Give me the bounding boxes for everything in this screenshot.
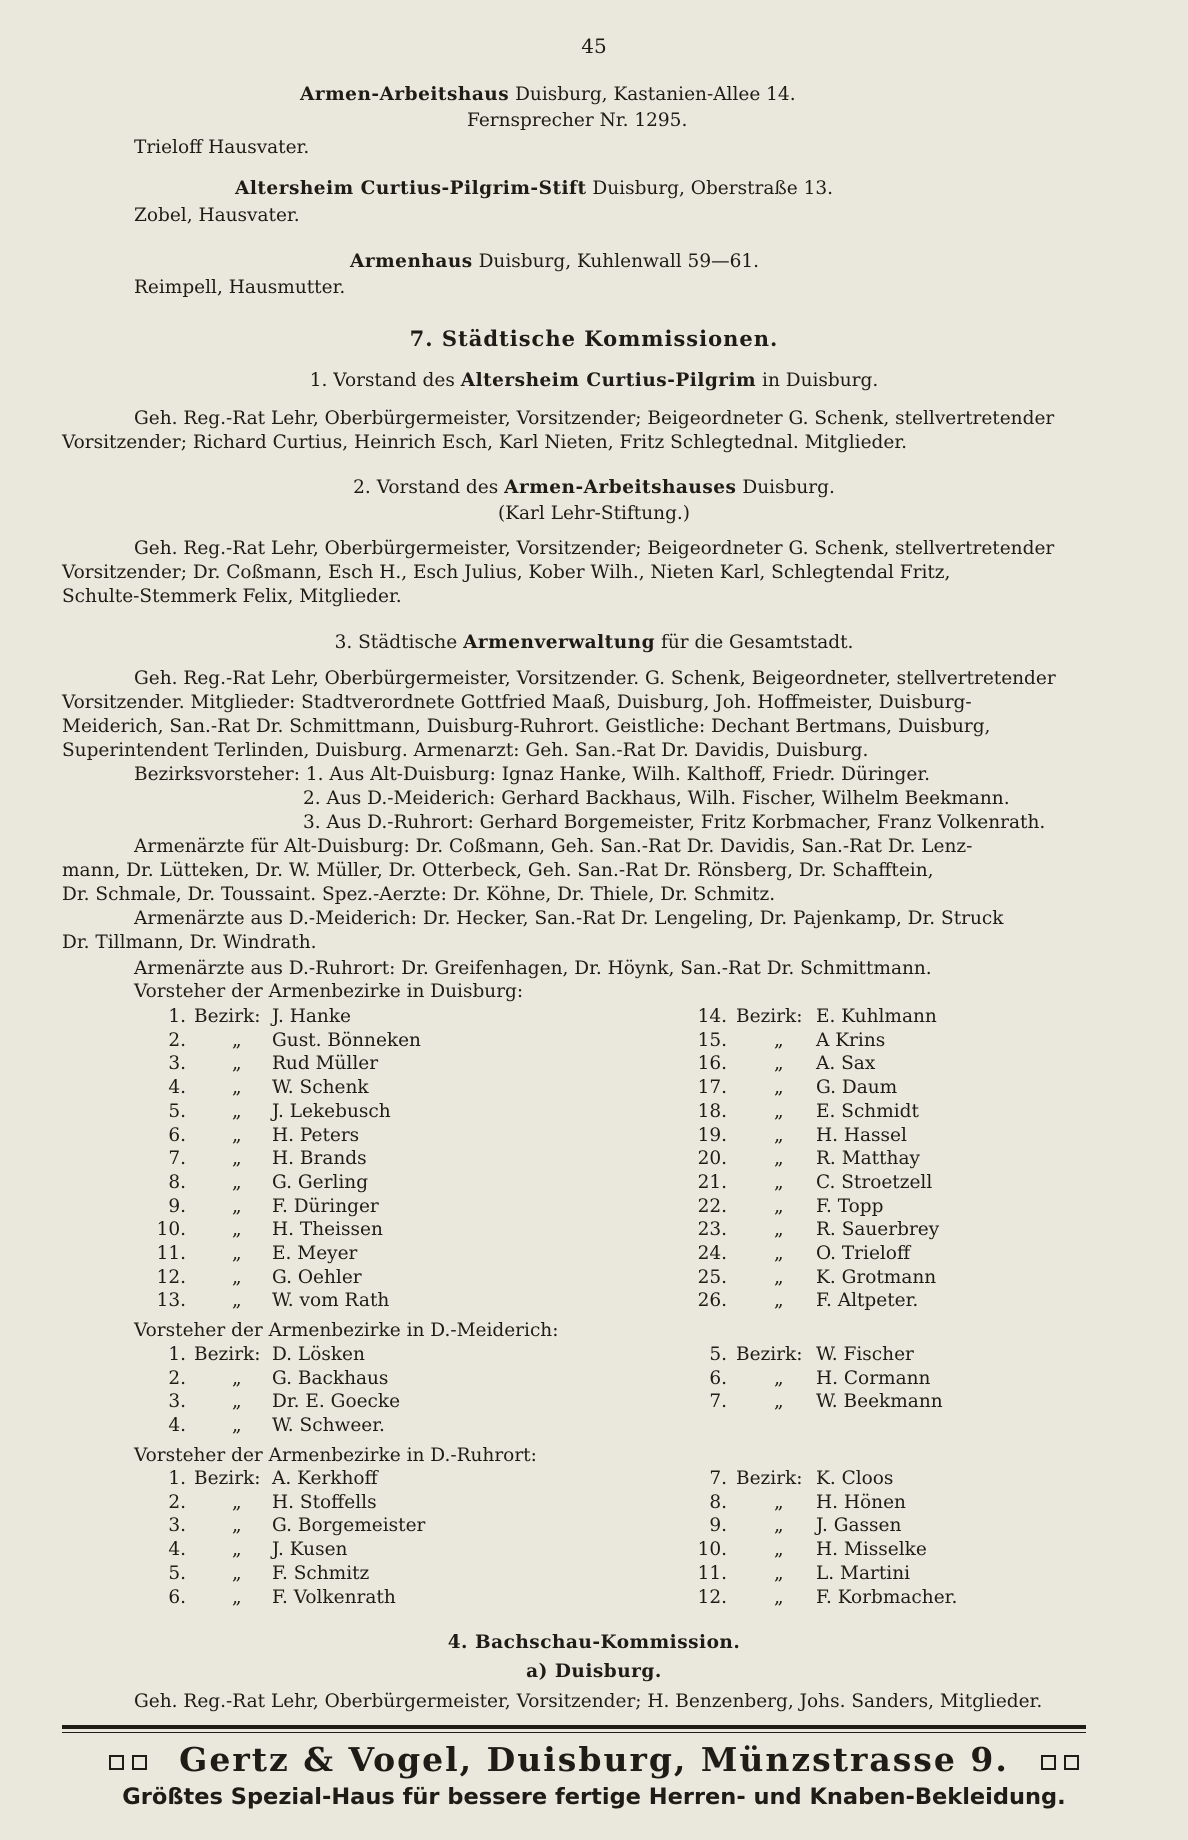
list-item-number: 12. xyxy=(697,1586,727,1608)
list-item-name: E. Meyer xyxy=(272,1243,358,1264)
sub3-line-1: Geh. Reg.-Rat Lehr, Oberbürgermeister, Vorsitzender. G. Schenk, Beigeordneter, stellvertretender xyxy=(134,668,1056,689)
list-item-bezirk: „ xyxy=(232,1124,242,1146)
sub1-bold: Altersheim Curtius-Pilgrim xyxy=(460,370,757,391)
sub1-line-1: Geh. Reg.-Rat Lehr, Oberbürgermeister, Vorsitzender; Beigeordneter G. Schenk, stellvertretender xyxy=(134,408,1055,429)
armenhaus-line xyxy=(350,251,759,273)
sub2-bold: Armen-Arbeitshauses xyxy=(504,477,737,498)
sub2-line-1: Geh. Reg.-Rat Lehr, Oberbürgermeister, Vorsitzender; Beigeordneter G. Schenk, stellvertretender xyxy=(134,538,1055,559)
list-item-name: O. Trieloff xyxy=(816,1243,911,1264)
list-item-bezirk: „ xyxy=(774,1266,784,1288)
sub3-line-4: Superintendent Terlinden, Duisburg. Armenarzt: Geh. San.-Rat Dr. Davidis, Duisburg. xyxy=(62,740,869,761)
list-item-bezirk: „ xyxy=(774,1391,784,1413)
sub2-note: (Karl Lehr-Stiftung.) xyxy=(497,503,691,524)
list-item-number: 12. xyxy=(156,1266,186,1288)
square-ornament-icon xyxy=(132,1755,147,1770)
list-item-number: 15. xyxy=(697,1029,727,1051)
list-item-name: H. Stoffells xyxy=(272,1491,377,1513)
list-item-name: W. Schweer. xyxy=(272,1415,385,1437)
list-item-name: Gust. Bönneken xyxy=(272,1029,421,1051)
square-ornament-icon xyxy=(109,1755,124,1770)
list-item-bezirk: „ xyxy=(774,1219,784,1241)
armenhaus-staff: Reimpell, Hausmutter. xyxy=(134,277,346,298)
aerzte-alt-line-2: mann, Dr. Lütteken, Dr. W. Müller, Dr. Otterbeck, Geh. San.-Rat Dr. Rönsberg, Dr. Schafftein, xyxy=(62,860,934,881)
list-item-number: 9. xyxy=(168,1195,186,1217)
sub1-heading xyxy=(0,370,1188,392)
armen-arbeitshaus-phone: Fernsprecher Nr. 1295. xyxy=(467,110,688,131)
list-item-number: 1. xyxy=(168,1468,186,1489)
list-item-number: 23. xyxy=(697,1219,727,1241)
list-item-number: 4. xyxy=(168,1415,186,1437)
list-item-bezirk: Bezirk: xyxy=(736,1468,803,1489)
list-item-bezirk: „ xyxy=(774,1586,784,1608)
list-item-bezirk: „ xyxy=(232,1171,242,1193)
list-item-number: 19. xyxy=(697,1124,727,1146)
list-item-bezirk: „ xyxy=(232,1586,242,1608)
list-item-bezirk: „ xyxy=(232,1562,242,1584)
list-item-bezirk: „ xyxy=(774,1562,784,1584)
list-item-name: E. Schmidt xyxy=(816,1100,919,1122)
list-item-name: F. Düringer xyxy=(272,1195,379,1217)
list-item-name: F. Schmitz xyxy=(272,1562,370,1584)
list-item-bezirk: „ xyxy=(774,1539,784,1561)
vorsteher-meiderich-heading: Vorsteher der Armenbezirke in D.-Meiderich: xyxy=(134,1320,559,1341)
list-item-bezirk: Bezirk: xyxy=(736,1344,803,1365)
sub3-pre: 3. Städtische xyxy=(334,632,458,653)
list-item-number: 6. xyxy=(168,1586,186,1608)
list-item-name: H. Cormann xyxy=(816,1367,931,1389)
list-item-name: H. Brands xyxy=(272,1148,367,1170)
list-item-name: A. Sax xyxy=(816,1053,876,1075)
list-item-bezirk: Bezirk: xyxy=(194,1468,261,1489)
sub3-bold: Armenverwaltung xyxy=(463,632,656,653)
list-item-name: Dr. E. Goecke xyxy=(272,1391,401,1413)
list-item-name: J. Hanke xyxy=(272,1006,351,1027)
list-item-number: 21. xyxy=(697,1171,727,1193)
list-item-bezirk: „ xyxy=(232,1148,242,1170)
aerzte-alt-line-1: Armenärzte für Alt-Duisburg: Dr. Coßmann, Geh. San.-Rat Dr. Davidis, San.-Rat Dr. Lenz- xyxy=(134,836,973,857)
list-item-bezirk: „ xyxy=(232,1195,242,1217)
list-item-name: J. Gassen xyxy=(816,1515,902,1537)
list-item-number: 13. xyxy=(156,1290,186,1312)
sub2-heading xyxy=(0,477,1188,499)
armen-arbeitshaus-staff: Trieloff Hausvater. xyxy=(134,137,310,158)
list-item-bezirk: „ xyxy=(232,1491,242,1513)
list-item-number: 8. xyxy=(709,1491,727,1513)
sub2-line-2: Vorsitzender; Dr. Coßmann, Esch H., Esch Julius, Kober Wilh., Nieten Karl, Schlegtendal Fritz, xyxy=(62,562,951,583)
list-item-bezirk: „ xyxy=(774,1515,784,1537)
section7-heading: 7. Städtische Kommissionen. xyxy=(409,326,779,351)
list-item-bezirk: „ xyxy=(232,1266,242,1288)
list-item-name: G. Backhaus xyxy=(272,1367,389,1389)
vorsteher-duisburg-heading: Vorsteher der Armenbezirke in Duisburg: xyxy=(134,981,524,1002)
list-item-name: F. Altpeter. xyxy=(816,1290,919,1312)
list-item-bezirk: „ xyxy=(774,1077,784,1099)
list-item-name: C. Stroetzell xyxy=(816,1171,933,1193)
armenhaus-address: Duisburg, Kuhlenwall 59—61. xyxy=(478,251,760,272)
list-item-number: 3. xyxy=(168,1391,186,1413)
list-item-name: A Krins xyxy=(816,1029,886,1051)
list-item-bezirk: „ xyxy=(774,1053,784,1075)
aerzte-alt-line-3: Dr. Schmale, Dr. Toussaint. Spez.-Aerzte: Dr. Köhne, Dr. Thiele, Dr. Schmitz. xyxy=(62,884,776,905)
armenhaus-title: Armenhaus xyxy=(350,251,473,272)
list-item-number: 5. xyxy=(709,1344,727,1365)
list-item-bezirk: „ xyxy=(774,1290,784,1312)
list-item-bezirk: Bezirk: xyxy=(194,1344,261,1365)
sub1-pre: 1. Vorstand des xyxy=(309,370,455,391)
list-item-name: E. Kuhlmann xyxy=(816,1006,937,1027)
list-item-name: F. Topp xyxy=(816,1195,884,1217)
list-item-bezirk: „ xyxy=(232,1539,242,1561)
advert-line-2: Größtes Spezial-Haus für bessere fertige Herren- und Knaben-Bekleidung. xyxy=(122,1784,1066,1810)
list-item-bezirk: „ xyxy=(232,1415,242,1437)
list-item-bezirk: „ xyxy=(774,1367,784,1389)
list-item-number: 4. xyxy=(168,1077,186,1099)
advert-company: Gertz & Vogel, Duisburg, Münzstrasse 9. xyxy=(179,1740,1009,1779)
list-item-bezirk: „ xyxy=(232,1053,242,1075)
altersheim-title: Altersheim Curtius-Pilgrim-Stift xyxy=(235,178,587,199)
list-item-bezirk: „ xyxy=(774,1171,784,1193)
list-item-bezirk: „ xyxy=(232,1029,242,1051)
square-ornament-icon xyxy=(1041,1755,1056,1770)
list-item-name: J. Kusen xyxy=(272,1539,348,1561)
list-item-number: 1. xyxy=(168,1006,186,1027)
list-item-number: 26. xyxy=(697,1290,727,1312)
list-item-bezirk: „ xyxy=(774,1100,784,1122)
sub3-line-3: Meiderich, San.-Rat Dr. Schmittmann, Duisburg-Ruhrort. Geistliche: Dechant Bertmans, Duisburg, xyxy=(62,716,991,737)
list-item-bezirk: „ xyxy=(232,1219,242,1241)
list-item-bezirk: „ xyxy=(774,1243,784,1264)
sub3-post: für die Gesamtstadt. xyxy=(660,632,854,653)
list-item-name: H. Peters xyxy=(272,1124,360,1146)
armen-arbeitshaus-line xyxy=(300,84,796,106)
altersheim-address: Duisburg, Oberstraße 13. xyxy=(592,178,833,199)
armen-arbeitshaus-title: Armen-Arbeitshaus xyxy=(300,84,510,105)
list-item-name: F. Volkenrath xyxy=(272,1586,396,1608)
list-item-number: 9. xyxy=(709,1515,727,1537)
sub3-line-2: Vorsitzender. Mitglieder: Stadtverordnete Gottfried Maaß, Duisburg, Joh. Hoffmeister, Duisburg- xyxy=(62,692,972,713)
list-item-number: 25. xyxy=(697,1266,727,1288)
aerzte-ruhrort-line: Armenärzte aus D.-Ruhrort: Dr. Greifenhagen, Dr. Höynk, San.-Rat Dr. Schmittmann. xyxy=(134,958,932,979)
list-item-bezirk: „ xyxy=(232,1243,242,1264)
advert-rule-thin xyxy=(62,1732,1086,1733)
list-item-bezirk: „ xyxy=(232,1515,242,1537)
list-item-name: H. Hassel xyxy=(816,1124,907,1146)
list-item-bezirk: „ xyxy=(774,1148,784,1170)
list-item-name: K. Grotmann xyxy=(816,1266,937,1288)
list-item-bezirk: „ xyxy=(774,1491,784,1513)
sub2-post: Duisburg. xyxy=(742,477,835,498)
section4-sub: a) Duisburg. xyxy=(526,1661,662,1682)
armen-arbeitshaus-address: Duisburg, Kastanien-Allee 14. xyxy=(515,84,796,105)
section4-line: Geh. Reg.-Rat Lehr, Oberbürgermeister, Vorsitzender; H. Benzenberg, Johs. Sanders, Mitglieder. xyxy=(134,1691,1043,1712)
list-item-name: G. Daum xyxy=(816,1077,898,1099)
altersheim-staff: Zobel, Hausvater. xyxy=(134,205,300,226)
bezirk-line-1: Bezirksvorsteher: 1. Aus Alt-Duisburg: Ignaz Hanke, Wilh. Kalthoff, Friedr. Düringer. xyxy=(134,764,931,785)
list-item-number: 22. xyxy=(697,1195,727,1217)
vorsteher-ruhrort-heading: Vorsteher der Armenbezirke in D.-Ruhrort: xyxy=(134,1445,537,1466)
list-item-bezirk: „ xyxy=(232,1367,242,1389)
list-item-number: 2. xyxy=(168,1491,186,1513)
list-item-number: 1. xyxy=(168,1344,186,1365)
list-item-number: 14. xyxy=(697,1006,727,1027)
list-item-number: 7. xyxy=(168,1148,186,1170)
list-item-number: 11. xyxy=(156,1243,186,1264)
list-item-name: H. Hönen xyxy=(816,1491,906,1513)
list-item-bezirk: „ xyxy=(232,1100,242,1122)
list-item-bezirk: „ xyxy=(232,1391,242,1413)
list-item-number: 16. xyxy=(697,1053,727,1075)
list-item-name: Rud Müller xyxy=(272,1053,379,1075)
sub1-post: in Duisburg. xyxy=(762,370,879,391)
list-item-name: W. Schenk xyxy=(272,1077,369,1099)
list-item-bezirk: Bezirk: xyxy=(194,1006,261,1027)
list-item-name: G. Gerling xyxy=(272,1171,369,1193)
sub1-line-2: Vorsitzender; Richard Curtius, Heinrich Esch, Karl Nieten, Fritz Schlegtednal. Mitglieder. xyxy=(62,432,908,453)
list-item-name: W. Fischer xyxy=(816,1344,914,1365)
list-item-number: 18. xyxy=(697,1100,727,1122)
list-item-number: 6. xyxy=(168,1124,186,1146)
list-item-number: 3. xyxy=(168,1515,186,1537)
list-item-number: 7. xyxy=(709,1468,727,1489)
list-item-name: W. vom Rath xyxy=(272,1290,390,1312)
bezirk-line-3: 3. Aus D.-Ruhrort: Gerhard Borgemeister, Fritz Korbmacher, Franz Volkenrath. xyxy=(303,812,1046,833)
list-item-name: H. Theissen xyxy=(272,1219,383,1241)
list-item-number: 20. xyxy=(697,1148,727,1170)
list-item-bezirk: „ xyxy=(774,1029,784,1051)
sub2-line-3: Schulte-Stemmerk Felix, Mitglieder. xyxy=(62,586,402,607)
list-item-name: L. Martini xyxy=(816,1562,911,1584)
bezirk-line-2: 2. Aus D.-Meiderich: Gerhard Backhaus, Wilh. Fischer, Wilhelm Beekmann. xyxy=(303,788,1010,809)
list-item-number: 5. xyxy=(168,1100,186,1122)
list-item-bezirk: „ xyxy=(232,1290,242,1312)
list-item-name: J. Lekebusch xyxy=(272,1100,391,1122)
list-item-name: D. Lösken xyxy=(272,1344,365,1365)
list-item-number: 24. xyxy=(697,1243,727,1264)
section4-heading: 4. Bachschau-Kommission. xyxy=(447,1632,741,1653)
advert-rule-thick xyxy=(62,1725,1086,1729)
list-item-name: H. Misselke xyxy=(816,1539,927,1561)
list-item-name: F. Korbmacher. xyxy=(816,1586,958,1608)
list-item-name: A. Kerkhoff xyxy=(272,1468,378,1489)
list-item-name: W. Beekmann xyxy=(816,1391,943,1413)
list-item-number: 4. xyxy=(168,1539,186,1561)
list-item-bezirk: „ xyxy=(232,1077,242,1099)
sub3-heading xyxy=(0,632,1188,654)
list-item-name: G. Borgemeister xyxy=(272,1515,426,1537)
list-item-number: 2. xyxy=(168,1029,186,1051)
list-item-name: G. Oehler xyxy=(272,1266,362,1288)
sub2-pre: 2. Vorstand des xyxy=(353,477,499,498)
list-item-number: 7. xyxy=(709,1391,727,1413)
list-item-name: K. Cloos xyxy=(816,1468,894,1489)
list-item-bezirk: „ xyxy=(774,1195,784,1217)
aerzte-meiderich-line-1: Armenärzte aus D.-Meiderich: Dr. Hecker, San.-Rat Dr. Lengeling, Dr. Pajenkamp, Dr. Struck xyxy=(134,908,1004,929)
list-item-number: 10. xyxy=(697,1539,727,1561)
list-item-number: 8. xyxy=(168,1171,186,1193)
list-item-number: 17. xyxy=(697,1077,727,1099)
list-item-number: 10. xyxy=(156,1219,186,1241)
list-item-name: R. Matthay xyxy=(816,1148,920,1170)
advert-line-1 xyxy=(0,1740,1188,1779)
page-number: 45 xyxy=(581,34,607,58)
list-item-bezirk: „ xyxy=(774,1124,784,1146)
list-item-number: 11. xyxy=(697,1562,727,1584)
list-item-number: 2. xyxy=(168,1367,186,1389)
aerzte-meiderich-line-2: Dr. Tillmann, Dr. Windrath. xyxy=(62,932,317,953)
list-item-name: R. Sauerbrey xyxy=(816,1219,940,1241)
list-item-number: 3. xyxy=(168,1053,186,1075)
altersheim-line xyxy=(235,178,833,200)
list-item-number: 6. xyxy=(709,1367,727,1389)
square-ornament-icon xyxy=(1064,1755,1079,1770)
list-item-number: 5. xyxy=(168,1562,186,1584)
list-item-bezirk: Bezirk: xyxy=(736,1006,803,1027)
